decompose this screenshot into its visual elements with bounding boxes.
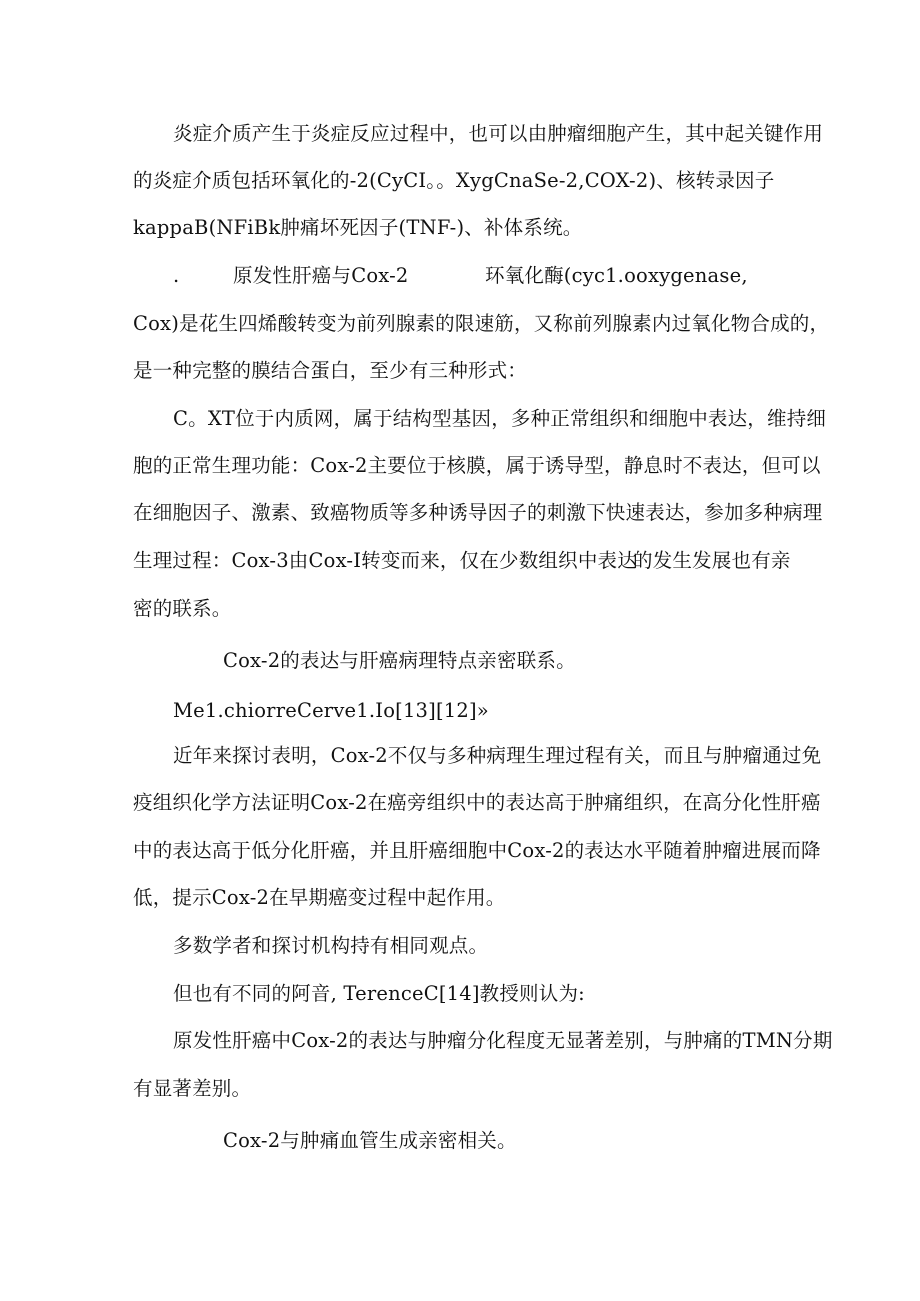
paragraph-2-line-1: Cox)是花生四烯酸转变为前列腺素的限速筋，又称前列腺素内过氧化物合成的， [133,312,830,335]
paragraph-6-line-4: 低，提示Cox-2在早期癌变过程中起作用。 [133,886,506,909]
section-heading-tail: 环氧化酶(cyc1.ooxygenase, [485,264,748,287]
paragraph-3-line-4-tail: 的发生发展也有亲 [633,549,791,572]
section-heading: 原发性肝癌与Cox-2 [233,264,409,287]
paragraph-10-line-1: Cox-2与肿痛血管生成亲密相关。 [223,1129,517,1152]
paragraph-1-line-2: 的炎症介质包括环氧化的-2(CyCI。。XygCnaSe-2,COX-2)、核转录因子 [133,169,775,192]
paragraph-3-line-1: C。XT位于内质网，属于结构型基因，多种正常组织和细胞中表达，维持细 [173,407,827,430]
section-marker: . [173,264,180,287]
paragraph-6-line-3: 中的表达高于低分化肝癌，并且肝癌细胞中Cox-2的表达水平随着肿瘤进展而降 [133,839,821,862]
paragraph-4-line-1: Cox-2的表达与肝癌病理特点亲密联系。 [223,649,576,672]
paragraph-1-line-1: 炎症介质产生于炎症反应过程中，也可以由肿瘤细胞产生，其中起关键作用 [173,122,824,145]
paragraph-6-line-1: 近年来探讨表明，Cox-2不仅与多种病理生理过程有关，而且与肿瘤通过免 [173,744,822,767]
paragraph-3-line-3: 在细胞因子、激素、致癌物质等多种诱导因子的刺激下快速表达，参加多种病理 [133,501,823,524]
paragraph-3-line-4: 生理过程：Cox-3由Cox-I转变而来，仅在少数组织中表达 [133,549,637,572]
paragraph-7-line-1: 多数学者和探讨机构持有相同观点。 [173,934,489,957]
paragraph-2-line-2: 是一种完整的膜结合蛋白，至少有三种形式： [133,359,528,382]
paragraph-1-line-3: kappaB(NFiBk肿痛坏死因子(TNF-)、补体系统。 [133,216,583,239]
paragraph-9-line-2: 有显著差别。 [133,1077,252,1100]
paragraph-9-line-1: 原发性肝癌中Cox-2的表达与肿瘤分化程度无显著差别，与肿痛的TMN分期 [173,1029,833,1052]
paragraph-3-line-2: 胞的正常生理功能：Cox-2主要位于核膜，属于诱导型，静息时不表达，但可以 [133,454,821,477]
paragraph-3-line-5: 密的联系。 [133,597,232,620]
paragraph-5-line-1: Me1.chiorreCerve1.Io[13][12]» [173,699,489,722]
paragraph-8-line-1: 但也有不同的阿音, TerenceC[14]教授则认为: [173,982,585,1005]
paragraph-6-line-2: 疫组织化学方法证明Cox-2在癌旁组织中的表达高于肿痛组织，在高分化性肝癌 [133,791,821,814]
